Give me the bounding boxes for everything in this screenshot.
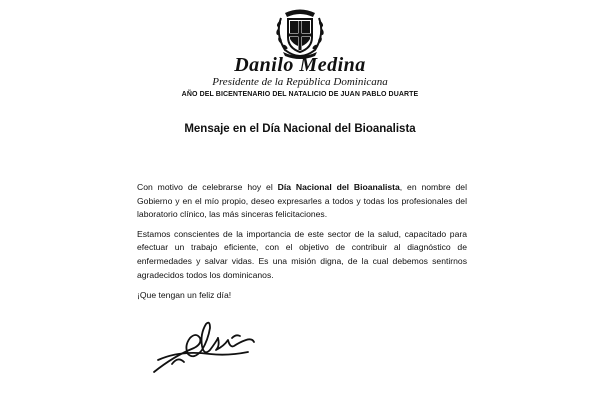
closing-line: ¡Que tengan un feliz día! [137,290,232,300]
document-title: Mensaje en el Día Nacional del Bioanalista [184,123,416,135]
year-motto: AÑO DEL BICENTENARIO DEL NATALICIO DE JUAN PABLO DUARTE [181,91,419,98]
letter-body [137,181,467,288]
signature-icon [150,316,258,378]
paragraph-1 [137,181,467,222]
paragraph-1-rest: , en nombre del Gobierno y en el mío propio, deseo expresarles a todos y todas los profesionales del laboratorio clínico, las más sinceras felicitaciones. [137,182,467,220]
paragraph-1-intro: Con motivo de celebrarse hoy el [137,182,278,192]
paragraph-1-highlight: Día Nacional del Bioanalista [277,182,400,192]
sender-name: Danilo Medina [234,54,366,76]
sender-title: Presidente de la República Dominicana [212,76,388,88]
coat-of-arms-icon [271,4,329,60]
paragraph-2: Estamos conscientes de la importancia de este sector de la salud, capacitado para efectuar un trabajo eficiente, con el objetivo de contribuir al diagnóstico de enfermedades y salvar vidas. Es una misión digna, de la cual debemos sentirnos agradecidos todos los dominicanos. [137,228,467,280]
